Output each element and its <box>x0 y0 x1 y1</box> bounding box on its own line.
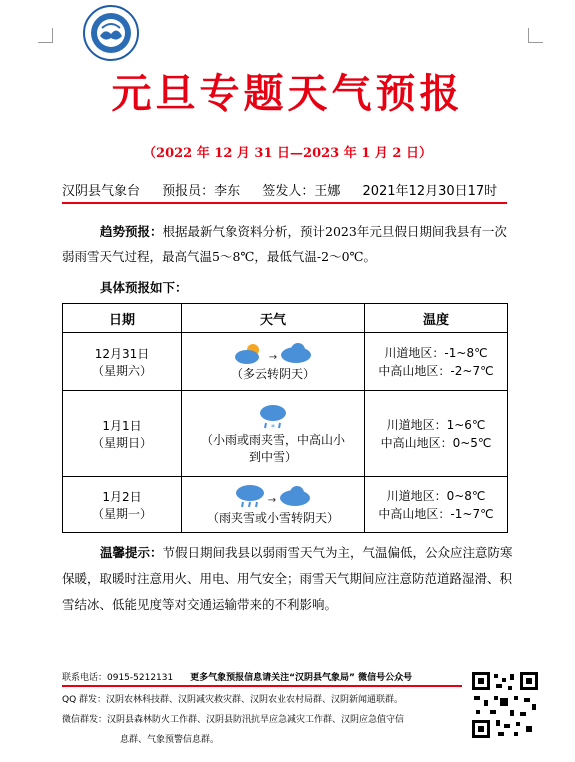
station-name: 汉阴县气象台 <box>62 184 141 199</box>
temp-cell <box>365 477 508 533</box>
header-rule <box>62 202 507 204</box>
meteorological-logo <box>82 4 140 62</box>
follow-notice: 更多气象预报信息请关注“汉阴县气象局” 微信号公众号 <box>190 673 413 683</box>
column-header: 温度 <box>365 304 508 333</box>
wechat-groups-cont: 息群、气象预警信息群。 <box>120 735 220 745</box>
temp-mountain: 中高山地区：-1~7℃ <box>378 506 494 521</box>
weather-text: （小雨或雨夹雪，中高山小 <box>200 432 345 447</box>
cloudy-icon <box>279 341 313 365</box>
date: 12月31日 <box>94 346 150 361</box>
qq-groups: QQ 群发：汉阴农林科技群、汉阴减灾救灾群、汉阴农业农村局群、汉阴新闻通联群。 <box>62 695 404 705</box>
date-cell <box>63 333 182 391</box>
column-header: 日期 <box>63 304 182 333</box>
svg-text:*: * <box>271 422 275 431</box>
issuer: 签发人：王娜 <box>262 184 341 199</box>
weekday: （星期一） <box>91 506 152 521</box>
table-row <box>63 477 508 533</box>
footer-rule <box>62 685 462 687</box>
sleet-icon <box>234 483 266 509</box>
warm-tips <box>62 540 514 618</box>
temp-cell <box>365 391 508 477</box>
trend-forecast <box>62 219 514 269</box>
cloudy-icon <box>278 484 312 508</box>
temp-cell <box>365 333 508 391</box>
weekday: （星期日） <box>91 435 152 450</box>
date-range: （2022 年 12 月 31 日—2023 年 1 月 2 日） <box>143 146 432 161</box>
temp-valley: 川道地区：1~6℃ <box>386 417 486 432</box>
footer-contact-line <box>62 670 412 683</box>
specific-label: 具体预报如下： <box>100 280 188 295</box>
corner-mark <box>528 28 543 43</box>
temp-valley: 川道地区：-1~8℃ <box>384 345 488 360</box>
page-title: 元旦专题天气预报 <box>111 70 464 117</box>
wechat-groups: 微信群发：汉阴县森林防火工作群、汉阴县防汛抗旱应急减灾工作群、汉阴应急值守信 <box>62 715 405 725</box>
table-row <box>63 391 508 477</box>
corner-mark <box>38 28 53 43</box>
temp-mountain: 中高山地区：-2~7℃ <box>378 363 494 378</box>
issue-info <box>62 180 497 199</box>
weekday: （星期六） <box>91 363 152 378</box>
table-header-row <box>63 304 508 333</box>
column-header: 天气 <box>182 304 365 333</box>
rain-snow-icon <box>258 403 288 431</box>
tips-label: 温馨提示： <box>100 545 163 560</box>
trend-text: 根据最新气象资料分析，预计2023年元旦假日期间我县有一次弱雨雪天气过程，最高气温5～8℃，最低气温-2～0℃。 <box>62 224 507 264</box>
date-cell <box>63 391 182 477</box>
date: 1月2日 <box>102 489 142 504</box>
temp-mountain: 中高山地区：0~5℃ <box>380 435 492 450</box>
weather-cell <box>182 391 365 477</box>
weather-cell <box>182 477 365 533</box>
contact-phone: 联系电话：0915-5212131 <box>62 673 174 683</box>
date-cell <box>63 477 182 533</box>
table-row <box>63 333 508 391</box>
issue-time: 2021年12月30日17时 <box>362 184 498 199</box>
trend-label: 趋势预报： <box>100 224 163 239</box>
date: 1月1日 <box>102 418 142 433</box>
weather-text: （雨夹雪或小雪转阴天） <box>206 511 339 525</box>
partly-cloudy-icon <box>233 341 267 365</box>
weather-text: 到中雪） <box>248 449 297 464</box>
temp-valley: 川道地区：0~8℃ <box>386 488 486 503</box>
arrow-icon: → <box>267 494 277 506</box>
forecast-table <box>62 303 508 533</box>
forecaster: 预报员：李东 <box>162 184 241 199</box>
qr-code <box>470 670 540 740</box>
weather-text: （多云转阴天） <box>230 367 315 381</box>
arrow-icon: → <box>268 351 278 363</box>
tips-text: 节假日期间我县以弱雨雪天气为主，气温偏低，公众应注意防寒保暖，取暖时注意用火、用电、用气安全；雨雪天气期间应注意防范道路湿滑、积雪结冰、低能见度等对交通运输带来的不利影响。 <box>62 545 513 612</box>
weather-cell <box>182 333 365 391</box>
